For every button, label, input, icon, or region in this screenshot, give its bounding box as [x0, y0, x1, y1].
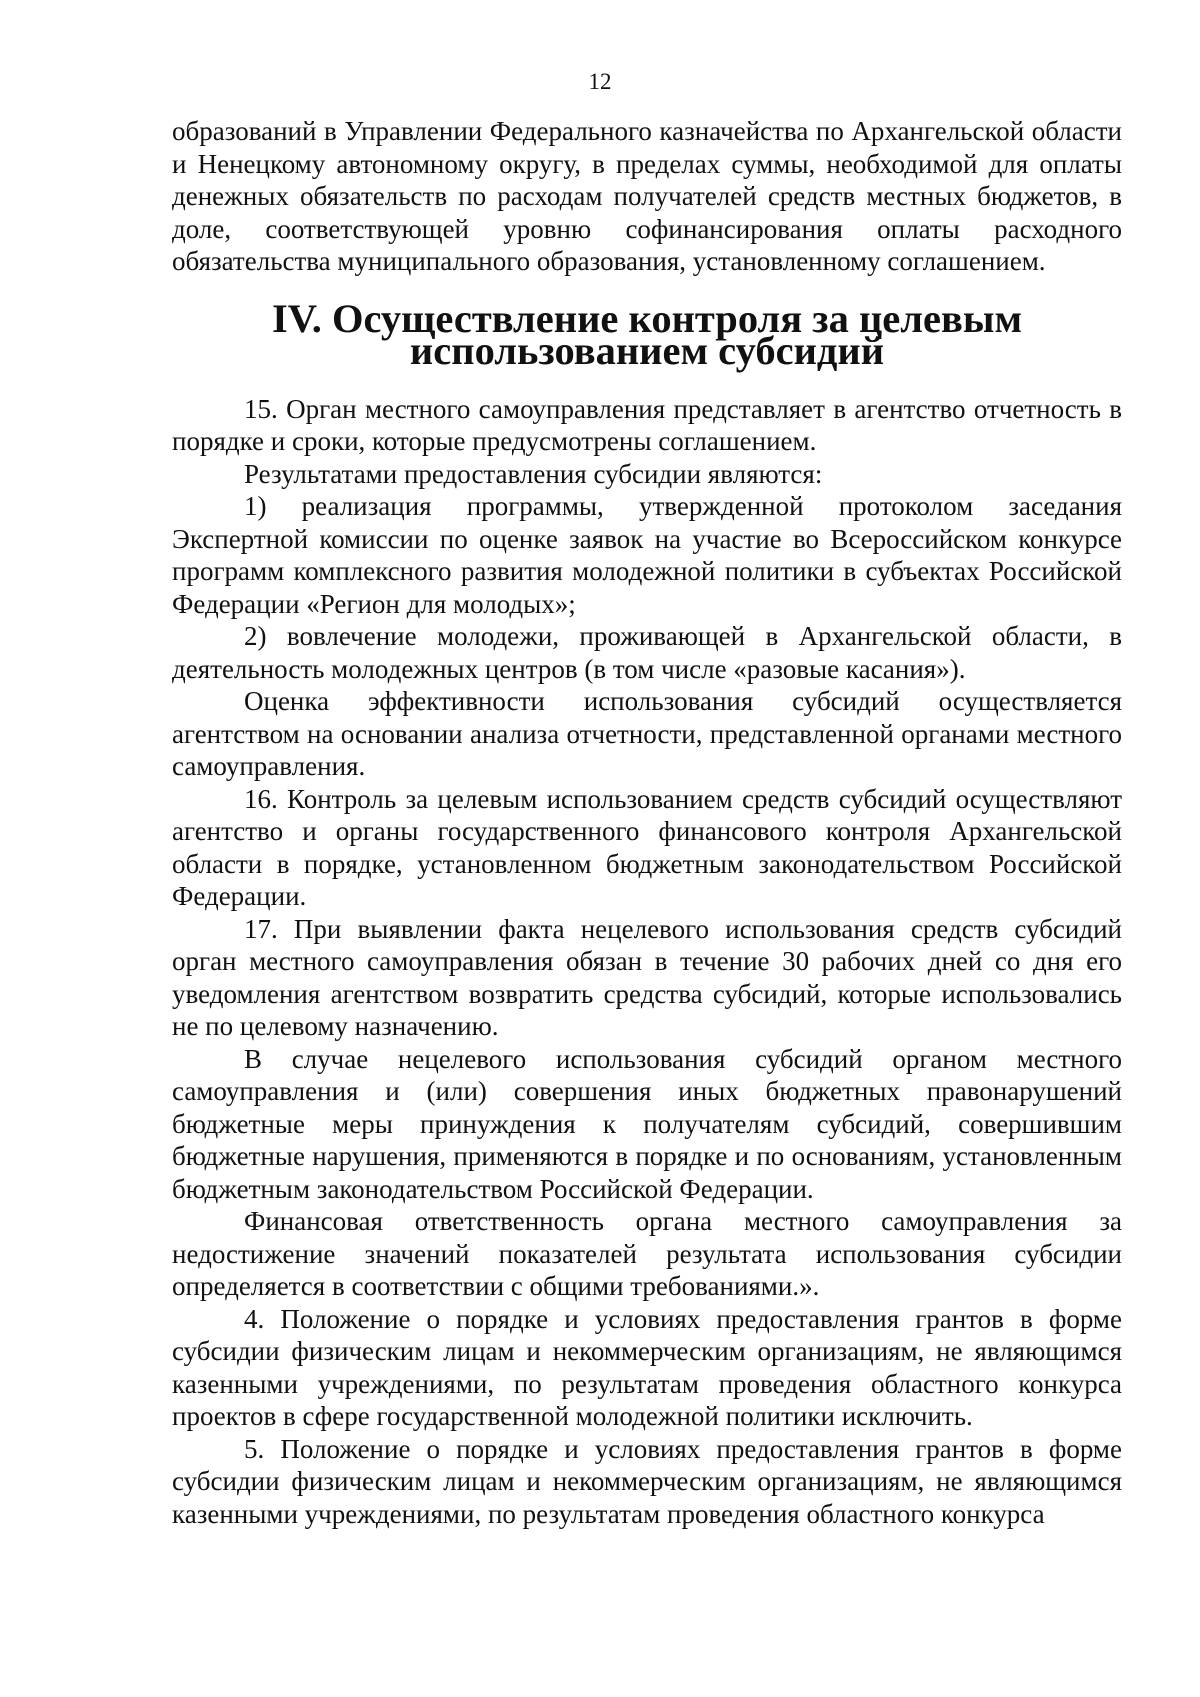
- section-heading: [172, 295, 1122, 373]
- page-number: 12: [588, 69, 612, 94]
- section-heading-line-2: использованием субсидий: [409, 327, 885, 373]
- section-heading-line-1: IV. Осуществление контроля за целевым: [271, 295, 1023, 341]
- paragraph-item-4: 4. Положение о порядке и условиях предоставления грантов в форме субсидии физическим лицам и некоммерческим организациям, не являющимся казенными учреждениями, по результатам проведения областного конкурса проектов в сфере государственной молодежной политики исключить.: [172, 1303, 1122, 1431]
- paragraph-15: 15. Орган местного самоуправления представляет в агентство отчетность в порядке и сроки, которые предусмотрены соглашением.: [172, 393, 1122, 456]
- paragraph-result-2: 2) вовлечение молодежи, проживающей в Архангельской области, в деятельность молодежных центров (в том числе «разовые касания»).: [172, 621, 1122, 684]
- paragraph-17: 17. При выявлении факта нецелевого использования средств субсидий орган местного самоуправления обязан в течение 30 рабочих дней со дня его уведомления агентством возвратить средства субсидий, которые использовались не по целевому назначению.: [172, 913, 1122, 1041]
- intro-paragraph: образований в Управлении Федерального казначейства по Архангельской области и Ненецкому автономному округу, в пределах суммы, необходимой для оплаты денежных обязательств по расходам получателей средств местных бюджетов, в доле, соответствующей уровню софинансирования оплаты расходного обязательства муниципального образования, установленному соглашением.: [172, 116, 1122, 276]
- document-body: [172, 115, 1122, 1530]
- paragraph-results-intro: Результатами предоставления субсидии являются:: [244, 458, 823, 489]
- paragraph-efficiency-assessment: Оценка эффективности использования субсидий осуществляется агентством на основании анализа отчетности, представленной органами местного самоуправления.: [172, 686, 1122, 781]
- paragraph-16: 16. Контроль за целевым использованием средств субсидий осуществляют агентство и органы государственного финансового контроля Архангельской области в порядке, установленном бюджетным законодательством Российской Федерации.: [172, 783, 1122, 911]
- paragraph-item-5: 5. Положение о порядке и условиях предоставления грантов в форме субсидии физическим лицам и некоммерческим организациям, не являющимся казенными учреждениями, по результатам проведения областного конкурса: [172, 1433, 1122, 1529]
- paragraph-result-1: 1) реализация программы, утвержденной протоколом заседания Экспертной комиссии по оценке заявок на участие во Всероссийском конкурсе программ комплексного развития молодежной политики в субъектах Российской Федерации «Регион для молодых»;: [172, 491, 1122, 619]
- paragraph-misuse-case: В случае нецелевого использования субсидий органом местного самоуправления и (или) совершения иных бюджетных правонарушений бюджетные меры принуждения к получателям субсидий, совершившим бюджетные нарушения, применяются в порядке и по основаниям, установленным бюджетным законодательством Российской Федерации.: [172, 1043, 1122, 1204]
- paragraph-financial-responsibility: Финансовая ответственность органа местного самоуправления за недостижение значений показателей результата использования субсидии определяется в соответствии с общими требованиями.».: [172, 1206, 1122, 1301]
